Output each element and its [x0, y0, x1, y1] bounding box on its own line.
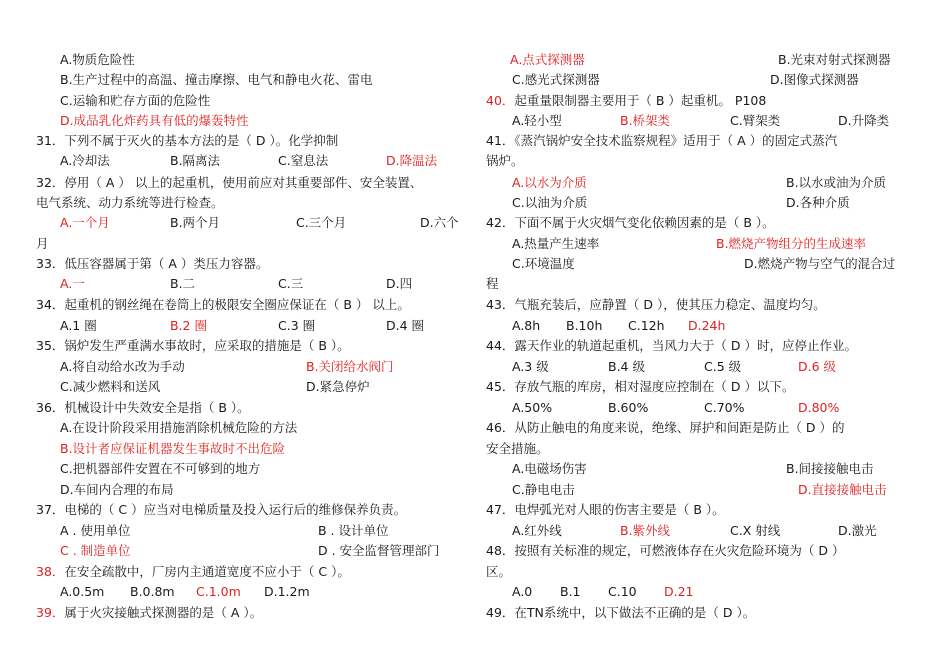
text-line: D.图像式探测器 — [770, 72, 859, 87]
text-line: D.各种介质 — [786, 195, 850, 210]
text-line: D.降温法 — [386, 153, 438, 168]
text-line: D.车间内合理的布局 — [60, 482, 174, 497]
text-line: D.6 级 — [798, 359, 837, 374]
text-line: 锅炉。 — [486, 153, 524, 168]
text-line: D.激光 — [838, 523, 877, 538]
text-line: B.2 圈 — [170, 318, 207, 333]
text-line: D.四 — [386, 276, 413, 291]
text-line: C.臂架类 — [730, 113, 781, 128]
text-line: D.成品乳化炸药具有低的爆轰特性 — [60, 113, 249, 128]
text-line: C.X 射线 — [730, 523, 781, 538]
text-line: B.60% — [608, 400, 649, 415]
text-line: C.静电电击 — [512, 482, 575, 497]
text-line: B.设计者应保证机器发生事故时不出危险 — [60, 441, 286, 456]
text-line: 32．停用（ A ） 以上的起重机，使用前应对其重要部件、安全装置、 — [36, 175, 423, 190]
text-line: C.10 — [608, 584, 637, 599]
text-line: C.1.0m — [196, 584, 241, 599]
text-line: B.隔离法 — [170, 153, 221, 168]
text-line: A.一 — [60, 276, 85, 291]
text-line: C.5 级 — [704, 359, 742, 374]
text-line: A.1 圈 — [60, 318, 97, 333]
text-line: C.环境温度 — [512, 256, 575, 271]
text-line: A.红外线 — [512, 523, 562, 538]
text-line: A.0 — [512, 584, 533, 599]
text-line: B.10h — [566, 318, 603, 333]
text-line: 46．从防止触电的角度来说，绝缘、屏护和间距是防止（ D ）的 — [486, 420, 845, 435]
text-line: D.直接接触电击 — [798, 482, 887, 497]
text-line: 区。 — [486, 564, 512, 579]
text-line: A.电磁场伤害 — [512, 461, 587, 476]
text-line: 44．露天作业的轨道起重机，当风力大于（ D ）时，应停止作业。 — [486, 338, 857, 353]
text-line: D.21 — [664, 584, 694, 599]
text-line: B.间接接触电击 — [786, 461, 874, 476]
text-line: A.将自动给水改为手动 — [60, 359, 185, 374]
text-line: A.8h — [512, 318, 541, 333]
text-line: 43．气瓶充装后，应静置（ D ），使其压力稳定、温度均匀。 — [486, 297, 826, 312]
text-line: 35．锅炉发生严重满水事故时，应采取的措施是（ B ）。 — [36, 338, 350, 353]
text-line: A . 使用单位 — [60, 523, 131, 538]
text-line: B.1 — [560, 584, 581, 599]
text-line: 39．属于火灾接触式探测器的是（ A ）。 — [36, 605, 263, 620]
text-line: 34．起重机的钢丝绳在卷筒上的极限安全圈应保证在（ B ） 以上。 — [36, 297, 410, 312]
text-line: D.六个 — [420, 215, 459, 230]
text-line: 38．在安全疏散中，厂房内主通道宽度不应小于（ C ）。 — [36, 564, 350, 579]
text-line: B.二 — [170, 276, 196, 291]
text-line: A.以水为介质 — [512, 175, 587, 190]
text-line: C.窒息法 — [278, 153, 329, 168]
text-line: A.冷却法 — [60, 153, 110, 168]
text-line: A.一个月 — [60, 215, 110, 230]
text-line: D.升降类 — [838, 113, 890, 128]
text-line: D.80% — [798, 400, 840, 415]
text-line: A.3 级 — [512, 359, 549, 374]
text-line: B.生产过程中的高温、撞击摩擦、电气和静电火花、雷电 — [60, 72, 373, 87]
text-line: B.以水或油为介质 — [786, 175, 887, 190]
text-line: B.关闭给水阀门 — [306, 359, 394, 374]
text-line: D.紧急停炉 — [306, 379, 370, 394]
text-line: D.4 圈 — [386, 318, 425, 333]
text-line: 47．电焊弧光对人眼的伤害主要是（ B ）。 — [486, 502, 725, 517]
text-line: 42．下面不属于火灾烟气变化依赖因素的是（ B ）。 — [486, 215, 775, 230]
text-line: 41．《蒸汽锅炉安全技术监察规程》适用于（ A ）的固定式蒸汽 — [486, 133, 838, 148]
text-line: C.以油为介质 — [512, 195, 588, 210]
text-line: 月 — [36, 236, 49, 251]
text-line: 安全措施。 — [486, 441, 549, 456]
text-line: C.12h — [628, 318, 665, 333]
text-line: 49．在TN系统中，以下做法不正确的是（ D ）。 — [486, 605, 756, 620]
text-line: 48．按照有关标准的规定，可燃液体存在火灾危险环境为（ D ） — [486, 543, 845, 558]
text-line: A.轻小型 — [512, 113, 562, 128]
text-line: C.三 — [278, 276, 304, 291]
text-line: C.感光式探测器 — [512, 72, 600, 87]
text-line: C.3 圈 — [278, 318, 316, 333]
text-line: C.把机器部件安置在不可够到的地方 — [60, 461, 261, 476]
text-line: C.运输和贮存方面的危险性 — [60, 93, 211, 108]
text-line: D.24h — [688, 318, 726, 333]
text-line: B.燃烧产物组分的生成速率 — [716, 236, 867, 251]
text-line: B.紫外线 — [620, 523, 671, 538]
text-line: B.两个月 — [170, 215, 221, 230]
text-line: 程 — [486, 276, 499, 291]
text-line: 33．低压容器属于第（ A ）类压力容器。 — [36, 256, 269, 271]
text-line: D . 安全监督管理部门 — [318, 543, 440, 558]
text-line: C.三个月 — [296, 215, 347, 230]
text-line: B.4 级 — [608, 359, 645, 374]
text-line: B.0.8m — [130, 584, 175, 599]
text-line: A.50% — [512, 400, 553, 415]
text-line: C.70% — [704, 400, 745, 415]
text-line: 40．起重量限制器主要用于（ B ）起重机。 P108 — [486, 93, 767, 108]
text-line: D.燃烧产物与空气的混合过 — [744, 256, 896, 271]
text-line: D.1.2m — [264, 584, 310, 599]
text-line: 45．存放气瓶的库房，相对湿度应控制在（ D ）以下。 — [486, 379, 795, 394]
text-line: C.减少燃料和送风 — [60, 379, 161, 394]
text-line: 31．下列不属于灭火的基本方法的是（ D ）。化学抑制 — [36, 133, 339, 148]
text-line: 36．机械设计中失效安全是指（ B ）。 — [36, 400, 250, 415]
text-line: 37．电梯的（ C ）应当对电梯质量及投入运行后的维修保养负责。 — [36, 502, 407, 517]
text-line: C . 制造单位 — [60, 543, 131, 558]
text-line: A.点式探测器 — [510, 52, 585, 67]
text-line: A.在设计阶段采用措施消除机械危险的方法 — [60, 420, 298, 435]
text-line: A.热量产生速率 — [512, 236, 600, 251]
text-line: B . 设计单位 — [318, 523, 389, 538]
text-line: B.桥架类 — [620, 113, 671, 128]
text-line: B.光束对射式探测器 — [778, 52, 891, 67]
text-line: 电气系统、动力系统等进行检查。 — [36, 195, 224, 210]
text-line: A.物质危险性 — [60, 52, 135, 67]
text-line: A.0.5m — [60, 584, 105, 599]
